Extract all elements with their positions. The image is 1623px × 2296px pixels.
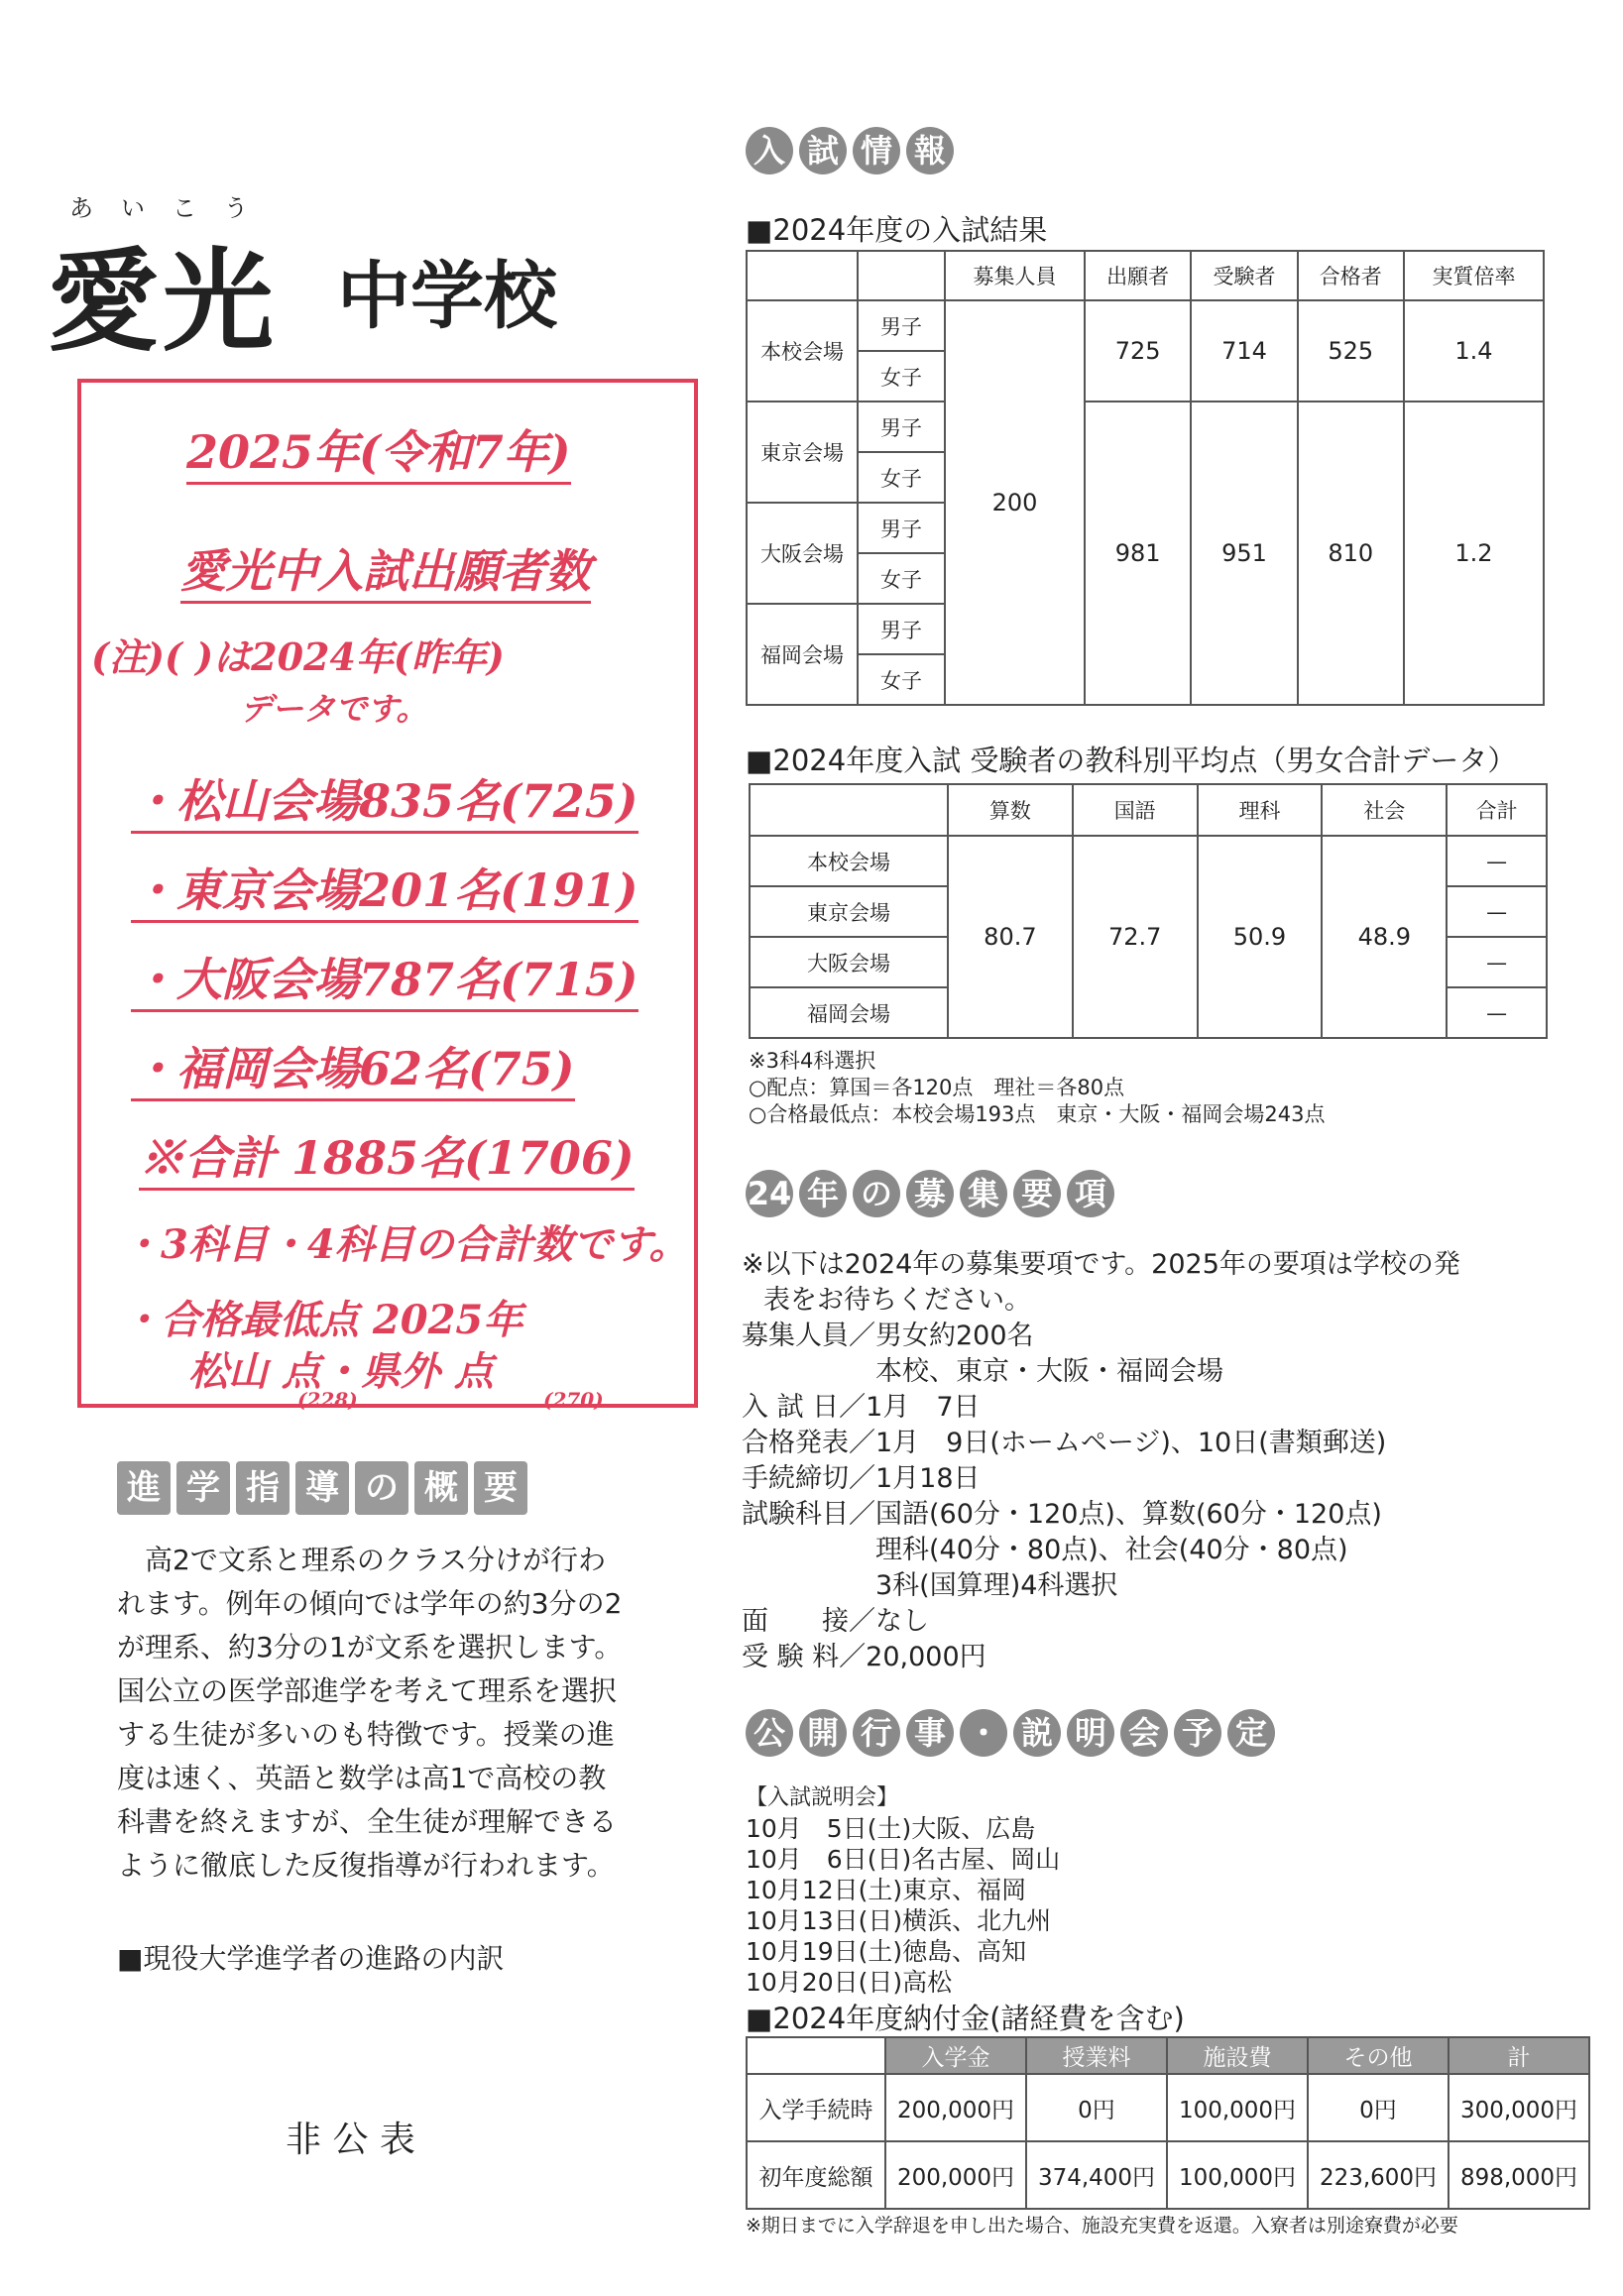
requirements-section-title: 24 年 の 募 集 要 項 [746, 1170, 1114, 1217]
memo-line: ・福岡会場62名(75) [131, 1033, 575, 1101]
school-type: 中学校 [337, 254, 557, 339]
memo-line: ・3科目・4科目の合計数です。 [121, 1221, 689, 1268]
results-heading: ■2024年度の入試結果 [746, 213, 1048, 247]
venue-label: 福岡会場 [747, 604, 858, 705]
scores-heading: ■2024年度入試 受験者の教科別平均点（男女合計データ） [746, 744, 1517, 777]
results-header: 受験者 [1191, 251, 1297, 300]
results-header: 合格者 [1298, 251, 1404, 300]
fees-table: 入学金 授業料 施設費 その他 計 入学手続時 200,000円 0円 100,000円 0円 300,000円 初年度総額 200,000円 374,400円 100,000円 223,600円 898,000円 [746, 2036, 1590, 2210]
guidance-text: 高2で文系と理系のクラス分けが行わ れます。例年の傾向では学年の約3分の2 が理系、約3分の1が文系を選択します。 国公立の医学部進学を考えて理系を選択 する生徒が多いのも特徴です。授業の進 度は速く、英語と数学は高1で高校の教 科書を終えますが、全生徒が理解できる ように徹底した反復指導が行われます。 [117, 1544, 623, 1882]
memo-line: 松山 点・県外 点 [188, 1348, 494, 1395]
memo-line: ・合格最低点 2025年 [121, 1297, 523, 1343]
scores-table: 算数 国語 理科 社会 合計 本校会場 80.7 72.7 50.9 48.9 — 東京会場 — 大阪会場 — 福岡会場 — [749, 783, 1548, 1039]
memo-line: データです。 [240, 690, 428, 728]
venue-label: 大阪会場 [747, 503, 858, 604]
career-undisclosed: 非 公 表 [286, 2120, 415, 2160]
memo-line: (228) [297, 1388, 358, 1412]
memo-line: ・松山会場835名(725) [131, 765, 638, 834]
results-header: 募集人員 [945, 251, 1085, 300]
guidance-section-title: 進 学 指 導 の 概 要 [117, 1461, 527, 1515]
school-name: 愛光 [48, 238, 278, 367]
events-section-title: 公 開 行 事 ・ 説 明 会 予 定 [746, 1709, 1275, 1757]
results-header: 実質倍率 [1404, 251, 1544, 300]
fees-note: ※期日までに入学辞退を申し出た場合、施設充実費を返還。入寮者は別途寮費が必要 [746, 2215, 1458, 2237]
events-list: 【入試説明会】 10月 5日(土)大阪、広島 10月 6日(日)名古屋、岡山 10月12日(土)東京、福岡 10月13日(日)横浜、北九州 10月19日(土)徳島、高知 10月20日(日)高松 [746, 1785, 1061, 1997]
exam-info-section-title: 入 試 情 報 [746, 127, 954, 174]
results-table: 募集人員 出願者 受験者 合格者 実質倍率 本校会場 男子 200 725 714 525 1.4 女子 東京会場 男子 981 951 810 1.2 女子 大阪会場 男子 女子 福岡会場 男子 女子 [746, 250, 1545, 706]
school-ruby: あいこう [69, 194, 276, 222]
memo-line: ・東京会場201名(191) [131, 855, 638, 923]
results-header: 出願者 [1085, 251, 1191, 300]
scores-notes: ※3科4科選択 ○配点：算国＝各120点 理社＝各80点 ○合格最低点：本校会場193点 東京・大阪・福岡会場243点 [749, 1049, 1326, 1126]
fees-heading: ■2024年度納付金(諸経費を含む) [746, 2002, 1185, 2035]
memo-line: (注)( )は2024年(昨年) [91, 634, 505, 679]
venue-label: 本校会場 [747, 300, 858, 402]
venue-label: 東京会場 [747, 402, 858, 503]
career-heading: ■現役大学進学者の進路の内訳 [117, 1942, 505, 1975]
capacity-value: 200 [945, 300, 1085, 705]
requirements-text: ※以下は2024年の募集要項です。2025年の要項は学校の発 表をお待ちください。 募集人員／男女約200名 本校、東京・大阪・福岡会場 入 試 日／1月 7日 合格発表／1月 9日(ホームページ)、10日(書類郵送) 手続締切／1月18日 試験科目／国語(60分・120点)、算数(60分・120点) 理科(40分・80点)、社会(40分・80点) 3科(国算理)4科選択 面 接／なし 受 験 料／20,000円 [742, 1249, 1460, 1672]
memo-line: (270) [543, 1388, 604, 1412]
memo-line: 愛光中入試出願者数 [180, 535, 591, 604]
memo-line: 2025年(令和7年) [186, 416, 571, 485]
memo-line: ・大阪会場787名(715) [131, 944, 638, 1012]
memo-line: ※合計 1885名(1706) [139, 1122, 635, 1191]
